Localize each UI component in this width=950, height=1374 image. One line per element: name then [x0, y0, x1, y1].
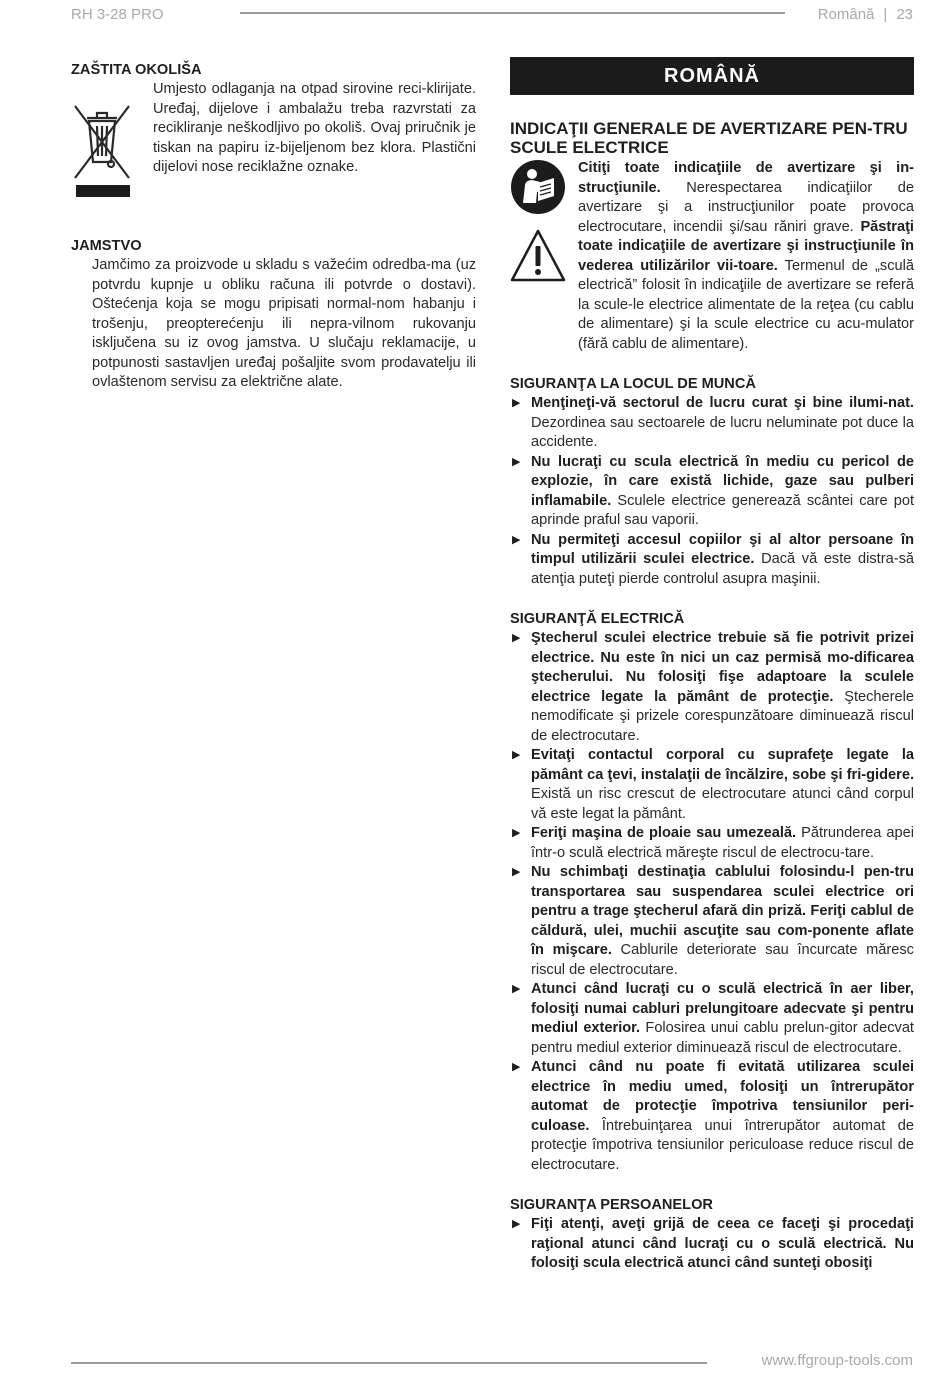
work-safety-list [510, 394, 914, 589]
item-text: Există un risc crescut de electrocutare atunci când corpul vă este legat la pământ. [531, 786, 914, 822]
list-item [510, 1058, 914, 1175]
general-warnings-heading: INDICAŢII GENERALE DE AVERTIZARE PEN-TRU SCULE ELECTRICE [510, 119, 908, 157]
header-language: Română [817, 6, 875, 23]
warning-triangle-icon [510, 228, 566, 284]
warranty-text: Jamčimo za proizvode u skladu s važećim odredba-ma (uz potvrdu kupnje u obliku računa ili potvrde o dostavi). Oštećenja koja se mogu pripisati normal-nom habanju i trošenju, preopterećenju ili nepra-vilnom rukovanju isključena su iz ovog jamstva. U slučaju reklamacije, u potpunosti sastavljen uređaj pošaljite svom prodavatelju ili ovlaštenom servisu za električne alate. [92, 257, 476, 390]
bullet-arrow-icon: ▶ [512, 632, 521, 644]
electrical-safety-list [510, 629, 914, 1175]
environment-section [71, 80, 476, 220]
item-bold-text: Nu permiteţi accesul copiilor şi al altor persoane în timpul utilizării sculei electrice. [531, 531, 914, 567]
intro-text-2: Termenul de „sculă electrică” folosit în indicaţiile de avertizare se referă la scule-le electrice alimentate de la reţea (cu cablu de alimentare) şi la scule electrice cu acu-mulator (fără cablu de alimentare). [578, 257, 914, 352]
intro-text [578, 159, 914, 354]
warranty-title: JAMSTVO [71, 238, 142, 254]
bullet-arrow-icon: ▶ [512, 397, 521, 409]
item-bold-text: Atunci când nu poate fi evitată utilizarea sculei electrice în mediu umed, folosiţi un întrerupător automat de protecţie împotriva tensiunilor peri-culoase. [531, 1059, 914, 1134]
header-separator: | [883, 6, 888, 23]
list-item [510, 394, 914, 453]
page-number: 23 [896, 6, 913, 23]
intro-section [510, 159, 914, 354]
list-item [510, 1215, 914, 1274]
header-rule [240, 12, 785, 14]
item-bold-text: Evitaţi contactul corporal cu suprafeţe legate la pământ ca ţevi, instalaţii de încălzire, sobe şi fri-gidere. [531, 747, 914, 783]
item-text: Folosirea unui cablu prelun-gitor adecvat pentru mediul exterior diminuează riscul de electrocutare. [531, 1020, 914, 1056]
right-column [510, 57, 914, 1274]
read-manual-icon [510, 159, 566, 215]
left-column [71, 60, 476, 393]
item-bold-text: Feriţi maşina de ploaie sau umezeală. [531, 825, 797, 841]
bullet-arrow-icon: ▶ [512, 827, 521, 839]
item-text: Cablurile deteriorate sau încurcate măresc riscul de electrocutare. [531, 942, 914, 978]
bullet-arrow-icon: ▶ [512, 983, 521, 995]
item-text: Sculele electrice generează scântei care pot aprinde praful sau vaporii. [531, 492, 914, 528]
header-model: RH 3-28 PRO [71, 6, 164, 23]
item-bold-text: Nu lucraţi cu scula electrică în mediu cu pericol de explozie, în care există lichide, gaze sau pulberi inflamabile. [531, 453, 914, 509]
weee-crossed-bin-icon [71, 104, 133, 198]
item-bold-text: Fiţi atenţi, aveţi grijă de ceea ce faceţi şi procedaţi raţional atunci când lucraţi cu o sculă electrică. Nu folosiţi scula electrică atunci când sunteţi obosiţi [531, 1216, 914, 1271]
item-text: Pătrunderea apei într-o sculă electrică măreşte riscul de electrocu-tare. [531, 825, 915, 861]
list-item [510, 746, 914, 824]
item-text: Întrebuinţarea unui întrerupător automat de protecţie împotriva tensiunilor periculoase reduce riscul de electrocutare. [531, 1117, 914, 1173]
bullet-arrow-icon: ▶ [512, 1218, 521, 1230]
personal-safety-title: SIGURANŢA PERSOANELOR [510, 1197, 713, 1213]
personal-safety-list [510, 1215, 914, 1274]
list-item [510, 531, 914, 590]
item-text: Dezordinea sau sectoarele de lucru neluminate pot duce la accidente. [531, 414, 914, 450]
list-item [510, 629, 914, 746]
item-text: Dacă vă este distra-să atenţia puteţi pierde controlul asupra maşinii. [531, 551, 914, 587]
intro-bold-2: Păstraţi toate indicaţiile de avertizare şi instrucţiunile în vederea utilizărilor vii-toare. [578, 218, 914, 274]
environment-text: Umjesto odlaganja na otpad sirovine reci-klirijate. Uređaj, dijelove i ambalažu treba razvrstati za recikliranje neškodljivo po okoliš. Ovaj priručnik je tiskan na papiru iz-bijeljenom bez klora. Plastični dijelovi nose reciklažne oznake. [153, 81, 476, 175]
item-text: Ştecherele nemodificate şi prizele corespunzătoare diminuează riscul de electrocutare. [531, 688, 914, 744]
electrical-safety-title: SIGURANŢĂ ELECTRICĂ [510, 611, 685, 627]
item-bold-text: Atunci când lucraţi cu o sculă electrică în aer liber, folosiţi numai cabluri prelungitoare adecvate şi pentru mediul exterior. [531, 981, 914, 1036]
intro-text-1: Nerespectarea indicaţiilor de avertizare şi a instrucţiunilor poate provoca electrocutare, incendii şi/sau răniri grave. [578, 179, 914, 235]
language-banner: ROMÂNĂ [510, 57, 914, 95]
work-safety-title: SIGURANŢA LA LOCUL DE MUNCĂ [510, 376, 756, 392]
intro-bold-1: Citiţi toate indicaţiile de avertizare şi in-strucţiunile. [578, 160, 914, 196]
header-page-info [818, 6, 913, 23]
footer-rule [71, 1362, 707, 1364]
item-bold-text: Ştecherul sculei electrice trebuie să fie potrivit prizei electrice. Nu este în nici un caz permisă mo-dificarea ştecherului. Nu folosiţi fişe adaptoare la sculele electrice legate la pământ de protecţie. [531, 630, 914, 705]
bullet-arrow-icon: ▶ [512, 533, 521, 546]
list-item [510, 453, 914, 531]
bullet-arrow-icon: ▶ [512, 749, 521, 761]
list-item [510, 824, 914, 863]
bullet-arrow-icon: ▶ [512, 1061, 521, 1073]
intro-icons [510, 159, 566, 296]
environment-title: ZAŠTITA OKOLIŠA [71, 62, 202, 78]
bullet-arrow-icon: ▶ [512, 866, 521, 878]
item-bold-text: Nu schimbaţi destinaţia cablului folosindu-l pen-tru transportarea sau suspendarea sculei electrice ori pentru a trage ştecherul afară din priză. Feriţi cablul de căldură, ulei, muchii ascuţite sau com-ponente aflate în mişcare. [531, 864, 914, 958]
bullet-arrow-icon: ▶ [512, 455, 521, 468]
item-bold-text: Menţineţi-vă sectorul de lucru curat şi bine ilumi-nat. [531, 395, 914, 411]
list-item [510, 863, 914, 980]
footer-website-link[interactable]: www.ffgroup-tools.com [761, 1352, 913, 1369]
list-item [510, 980, 914, 1058]
